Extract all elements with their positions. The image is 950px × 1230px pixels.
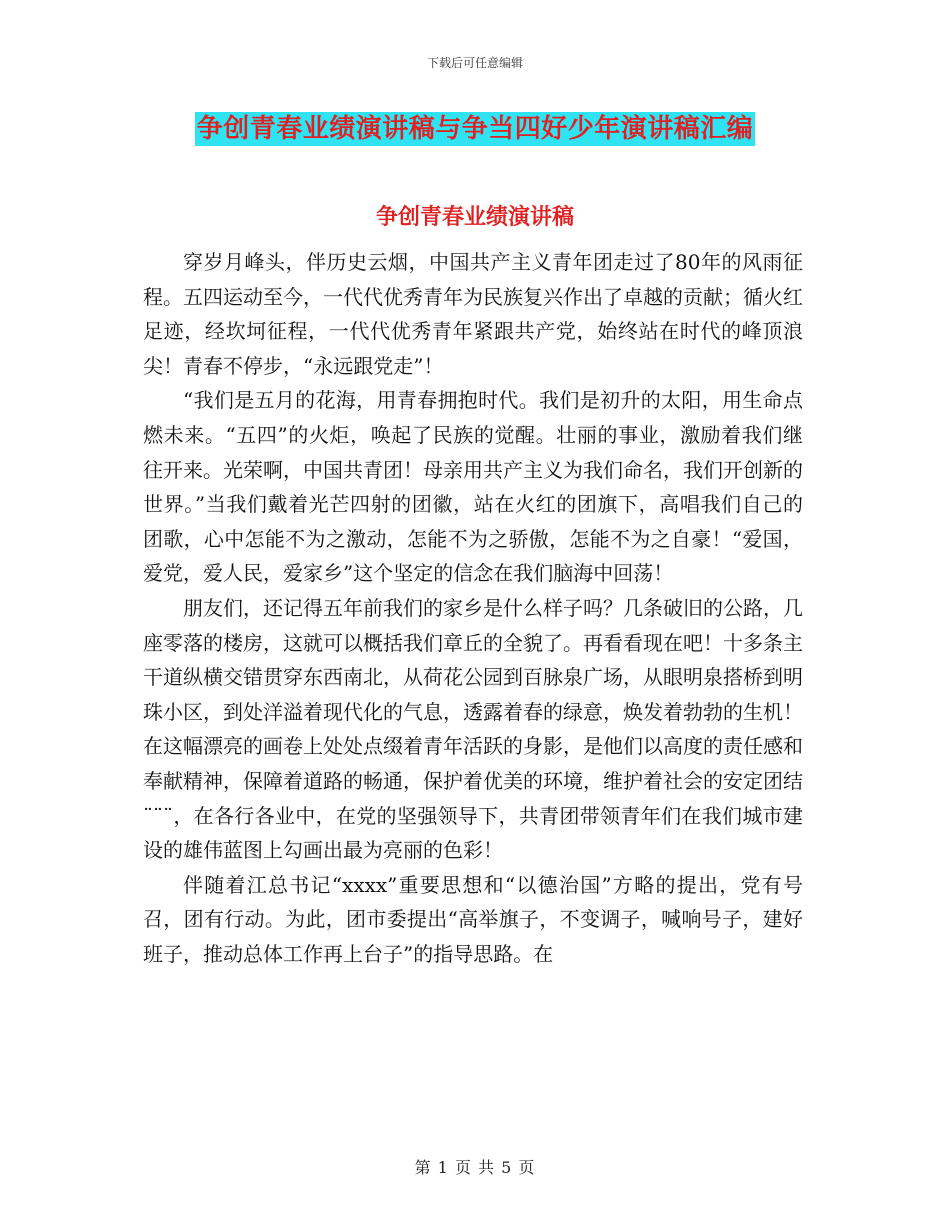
section-title: 争创青春业绩演讲稿 <box>375 204 574 230</box>
paragraph: 穿岁月峰头，伴历史云烟，中国共产主义青年团走过了80年的风雨征程。五四运动至今，一代代优秀青年为民族复兴作出了卓越的贡献；循火红足迹，经坎坷征程，一代代优秀青年紧跟共产党，始终站在时代的峰顶浪尖！青春不停步，“永远跟党走”！ <box>143 250 803 378</box>
header-note: 下载后可任意编辑 <box>426 56 523 70</box>
document-body <box>143 245 803 971</box>
page-footer: 第 1 页 共 5 页 <box>414 1158 536 1177</box>
paragraph: “我们是五月的花海，用青春拥抱时代。我们是初升的太阳，用生命点燃未来。“五四”的火炬，唤起了民族的觉醒。壮丽的事业，激励着我们继往开来。光荣啊，中国共青团！母亲用共产主义为我们命名，我们开创新的世界。”当我们戴着光芒四射的团徽，站在火红的团旗下，高唱我们自己的团歌，心中怎能不为之激动，怎能不为之骄傲，怎能不为之自豪！“爱国，爱党，爱人民，爱家乡”这个坚定的信念在我们脑海中回荡！ <box>143 388 803 586</box>
paragraph: 朋友们，还记得五年前我们的家乡是什么样子吗？几条破旧的公路，几座零落的楼房，这就可以概括我们章丘的全貌了。再看看现在吧！十多条主干道纵横交错贯穿东西南北，从荷花公园到百脉泉广场，从眼明泉搭桥到明珠小区，到处洋溢着现代化的气息，透露着春的绿意，焕发着勃勃的生机！在这幅漂亮的画卷上处处点缀着青年活跃的身影，是他们以高度的责任感和奉献精神，保障着道路的畅通，保护着优美的环境，维护着社会的安定团结¨¨¨，在各行各业中，在党的坚强领导下，共青团带领青年们在我们城市建设的雄伟蓝图上勾画出最为亮丽的色彩！ <box>143 595 803 863</box>
paragraph: 伴随着江总书记“xxxx”重要思想和“以德治国”方略的提出，党有号召，团有行动。为此，团市委提出“高举旗子，不变调子，喊响号子，建好班子，推动总体工作再上台子”的指导思路。在 <box>143 872 803 966</box>
main-title: 争创青春业绩演讲稿与争当四好少年演讲稿汇编 <box>196 114 754 144</box>
main-title-container <box>0 112 950 146</box>
